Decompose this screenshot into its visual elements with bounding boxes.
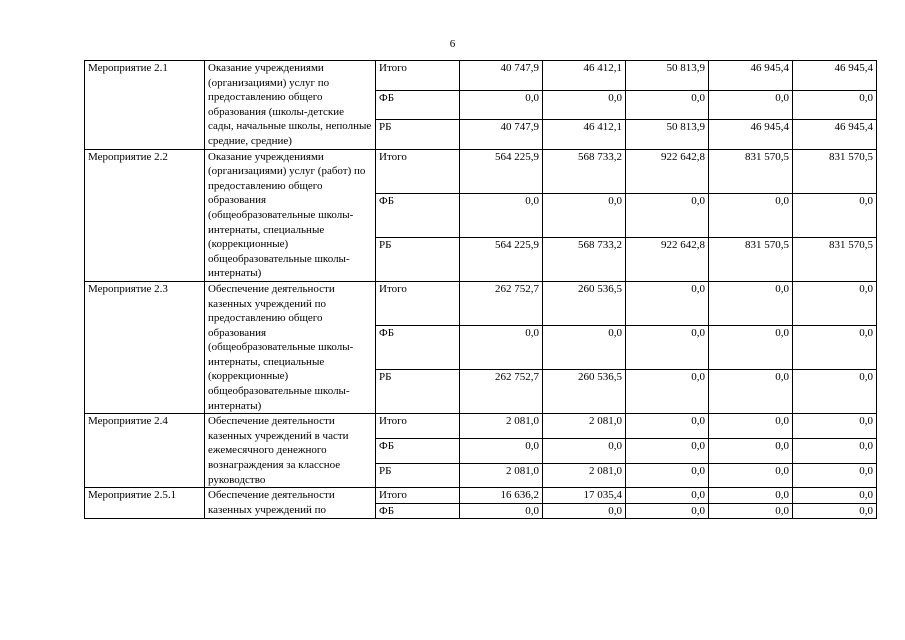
amount-cell: 0,0 [793,370,877,414]
amount-cell: 260 536,5 [543,370,626,414]
amount-cell: 0,0 [626,463,709,488]
measure-name: Мероприятие 2.3 [85,281,205,413]
funding-source: Итого [376,61,460,91]
amount-cell: 831 570,5 [793,237,877,281]
amount-cell: 0,0 [709,414,793,439]
amount-cell: 2 081,0 [543,414,626,439]
amount-cell: 568 733,2 [543,237,626,281]
amount-cell: 262 752,7 [460,370,543,414]
amount-cell: 0,0 [709,503,793,519]
amount-cell: 0,0 [709,438,793,463]
amount-cell: 16 636,2 [460,488,543,504]
measure-description: Оказание учреждениями (организациями) услуг (работ) по предоставлению общего образования (общеобразовательные школы-интернаты, специальные (коррекционные) общеобразовательные школы-интернаты) [205,149,376,281]
amount-cell: 0,0 [626,326,709,370]
measure-name: Мероприятие 2.5.1 [85,488,205,519]
amount-cell: 564 225,9 [460,149,543,193]
amount-cell: 0,0 [543,90,626,120]
amount-cell: 0,0 [709,193,793,237]
amount-cell: 0,0 [626,438,709,463]
table-row [85,414,877,439]
table-row [85,61,877,91]
amount-cell: 0,0 [626,281,709,325]
amount-cell: 831 570,5 [709,237,793,281]
amount-cell: 260 536,5 [543,281,626,325]
amount-cell: 0,0 [793,488,877,504]
amount-cell: 40 747,9 [460,120,543,150]
amount-cell: 0,0 [793,193,877,237]
page-number: 6 [449,38,456,50]
amount-cell: 2 081,0 [460,414,543,439]
amount-cell: 0,0 [793,281,877,325]
funding-source: ФБ [376,326,460,370]
table-row [85,149,877,193]
amount-cell: 568 733,2 [543,149,626,193]
amount-cell: 0,0 [626,90,709,120]
amount-cell: 40 747,9 [460,61,543,91]
budget-table [84,60,877,519]
amount-cell: 0,0 [460,438,543,463]
table-row [85,281,877,325]
amount-cell: 0,0 [709,488,793,504]
table-row [85,488,877,504]
amount-cell: 0,0 [626,193,709,237]
amount-cell: 0,0 [709,326,793,370]
amount-cell: 0,0 [626,503,709,519]
amount-cell: 0,0 [460,326,543,370]
amount-cell: 46 945,4 [709,120,793,150]
funding-source: РБ [376,463,460,488]
measure-name: Мероприятие 2.2 [85,149,205,281]
amount-cell: 46 945,4 [709,61,793,91]
amount-cell: 0,0 [543,438,626,463]
funding-source: Итого [376,281,460,325]
amount-cell: 46 945,4 [793,61,877,91]
funding-source: РБ [376,120,460,150]
amount-cell: 50 813,9 [626,120,709,150]
measure-description: Обеспечение деятельности казенных учреждений по предоставлению общего образования (общеобразовательные школы-интернаты, специальные (коррекционные) общеобразовательные школы-интернаты) [205,281,376,413]
funding-source: Итого [376,488,460,504]
funding-source: ФБ [376,193,460,237]
funding-source: РБ [376,237,460,281]
amount-cell: 0,0 [543,503,626,519]
amount-cell: 0,0 [709,463,793,488]
amount-cell: 50 813,9 [626,61,709,91]
amount-cell: 0,0 [793,438,877,463]
amount-cell: 46 412,1 [543,61,626,91]
funding-source: РБ [376,370,460,414]
amount-cell: 564 225,9 [460,237,543,281]
funding-source: ФБ [376,438,460,463]
amount-cell: 17 035,4 [543,488,626,504]
measure-name: Мероприятие 2.4 [85,414,205,488]
amount-cell: 0,0 [543,326,626,370]
funding-source: ФБ [376,90,460,120]
amount-cell: 46 945,4 [793,120,877,150]
funding-source: ФБ [376,503,460,519]
measure-description: Обеспечение деятельности казенных учреждений в части ежемесячного денежного вознаграждения за классное руководство [205,414,376,488]
amount-cell: 922 642,8 [626,149,709,193]
amount-cell: 0,0 [626,370,709,414]
amount-cell: 0,0 [543,193,626,237]
amount-cell: 2 081,0 [460,463,543,488]
amount-cell: 922 642,8 [626,237,709,281]
amount-cell: 0,0 [793,503,877,519]
amount-cell: 262 752,7 [460,281,543,325]
amount-cell: 0,0 [793,326,877,370]
amount-cell: 46 412,1 [543,120,626,150]
measure-description: Оказание учреждениями (организациями) услуг по предоставлению общего образования (школы-детские сады, начальные школы, неполные средние, средние) [205,61,376,150]
amount-cell: 0,0 [460,503,543,519]
amount-cell: 2 081,0 [543,463,626,488]
measure-name: Мероприятие 2.1 [85,61,205,150]
amount-cell: 0,0 [709,281,793,325]
amount-cell: 0,0 [626,414,709,439]
amount-cell: 0,0 [460,90,543,120]
funding-source: Итого [376,414,460,439]
amount-cell: 0,0 [709,90,793,120]
amount-cell: 0,0 [793,463,877,488]
funding-source: Итого [376,149,460,193]
amount-cell: 0,0 [626,488,709,504]
amount-cell: 831 570,5 [709,149,793,193]
amount-cell: 0,0 [709,370,793,414]
amount-cell: 0,0 [793,414,877,439]
amount-cell: 831 570,5 [793,149,877,193]
measure-description: Обеспечение деятельности казенных учреждений по [205,488,376,519]
amount-cell: 0,0 [460,193,543,237]
amount-cell: 0,0 [793,90,877,120]
